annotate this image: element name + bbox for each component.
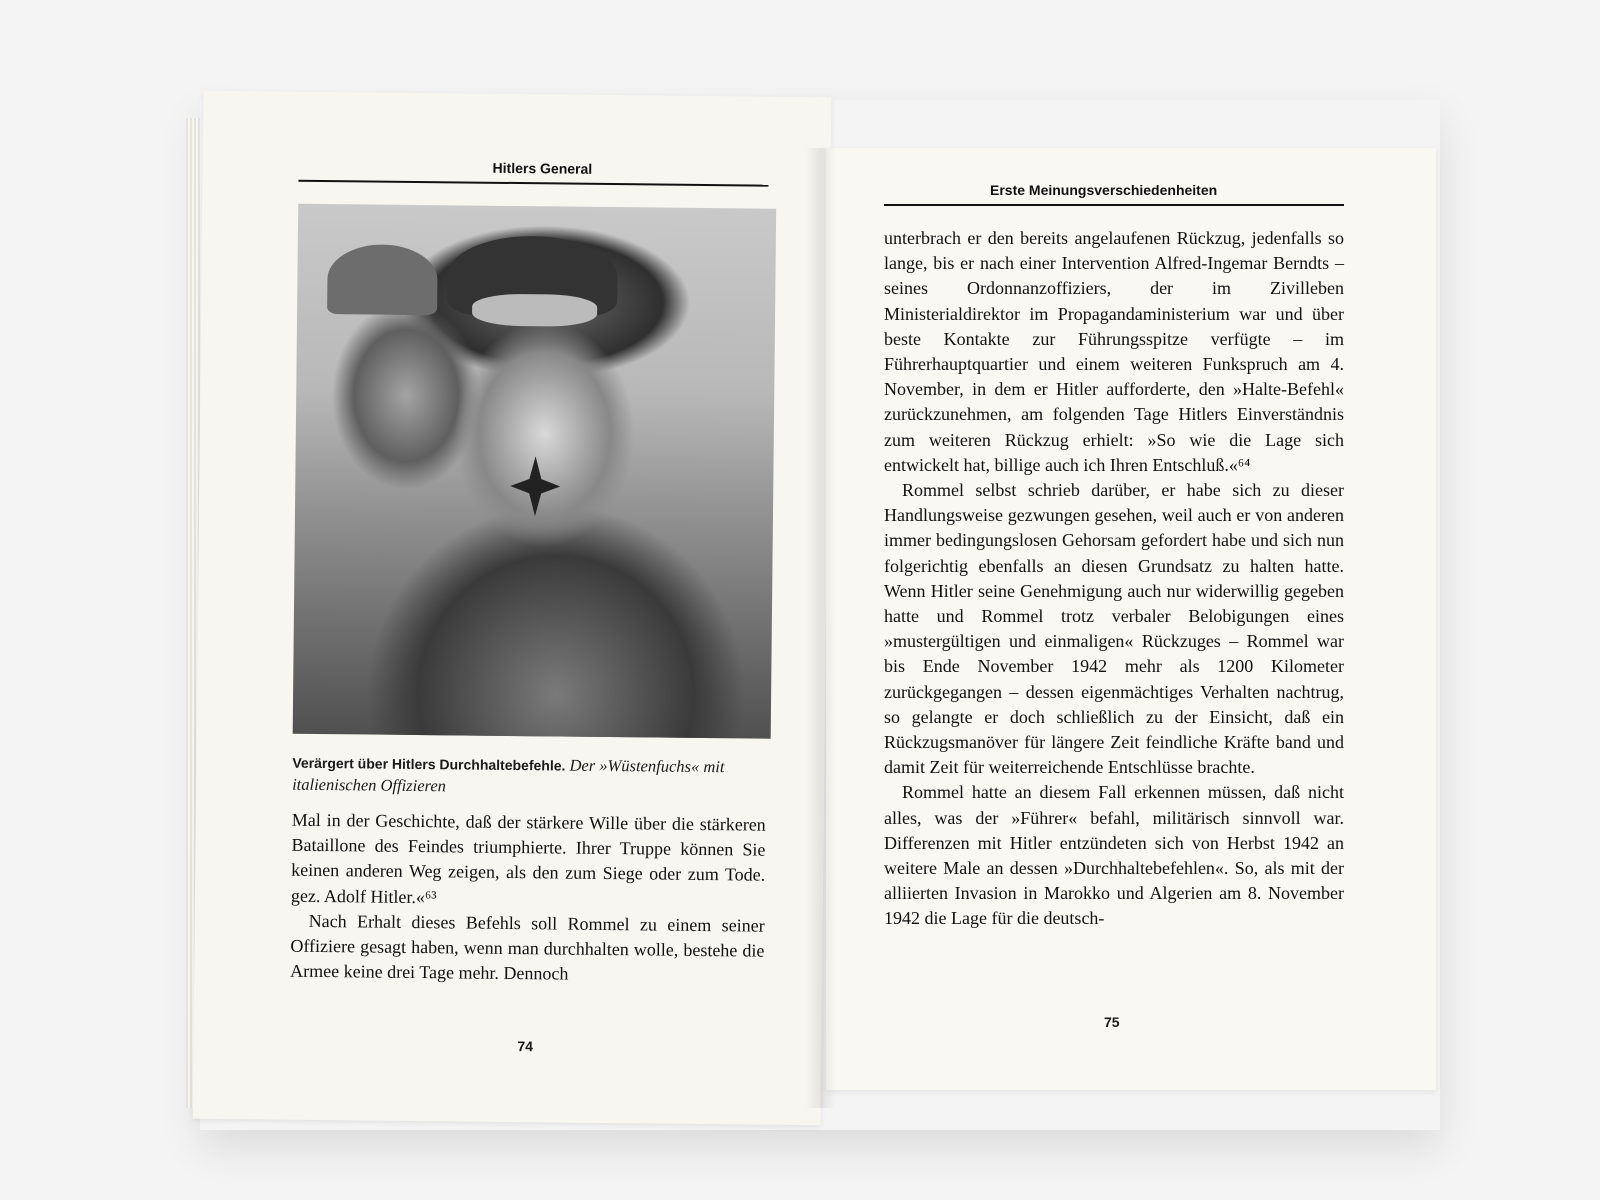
right-paragraph: unterbrach er den bereits angelaufenen Rückzug, jedenfalls so lange, bis er nach einer Intervention Alfred-Ingemar Berndts – seines Ordonnanzoffiziers, der im Zivilleben Ministerialdirektor im Propagandaministerium war und über beste Kontakte zur Führungsspitze verfügte – im Führerhauptquartier und einem weiteren Funkspruch am 4. November, in dem er Hitler aufforderte, den »Halte-Befehl« zurückzunehmen, am folgenden Tage Hitlers Einverständnis zum weiteren Rückzug erhielt: »So wie die Lage sich entwickelt hat, billige auch ich Ihren Entschluß.«⁶⁴ — [884, 228, 1344, 475]
right-page-number: 75 — [1104, 1014, 1120, 1030]
left-body-text — [290, 808, 766, 989]
right-running-head: Erste Meinungsverschiedenheiten — [990, 182, 1218, 198]
book-gutter — [806, 148, 836, 1108]
photo-caption — [292, 752, 782, 801]
left-paragraph: Mal in der Geschichte, daß der stärkere Wille über die stärkeren Bataillone des Feindes triumphierte. Ihrer Truppe können Sie keinen anderen Weg zeigen, als den zum Siege oder zum Tode. gez. Adolf Hitler.«⁶³ — [290, 809, 766, 907]
iron-cross-shape — [510, 456, 561, 517]
left-page-number: 74 — [517, 1038, 534, 1055]
right-header-rule — [884, 204, 1344, 206]
right-paragraph: Rommel selbst schrieb darüber, er habe sich zu dieser Handlungsweise gezwungen gesehen, weil auch er von anderen immer bedingungslosen Gehorsam gefordert habe und sich nun folgerichtig ebenfalls an diesen Grundsatz zu halten hatte. Wenn Hitler seine Genehmigung auch nur widerwillig gegeben hatte und Rommel trotz verbaler Belobigungen eines »mustergültigen und einmaligen« Rückzuges – Rommel war bis Ende November 1942 mehr als 1200 Kilometer zurückgegangen – dessen eigenmächtiges Verhalten nachtrug, so gelangte er doch schließlich zu der Einsicht, daß ein Rückzugsmanöver für längere Zeit feindliche Kräfte band und damit Zeit für weiterreichende Entschlüsse brachte. — [884, 480, 1344, 778]
left-running-head: Hitlers General — [492, 159, 593, 177]
left-paragraph: Nach Erhalt dieses Befehls soll Rommel zu einem seiner Offiziere gesagt haben, wenn man durchhalten wolle, bestehe die Armee keine drei Tage mehr. Dennoch — [290, 910, 765, 984]
caption-bold: Verärgert über Hitlers Durchhaltebefehle. — [292, 754, 566, 774]
photo-rommel — [293, 204, 777, 739]
right-page — [826, 148, 1436, 1090]
goggles-shape — [472, 294, 597, 327]
right-body-text — [884, 226, 1344, 932]
left-header-rule — [298, 180, 768, 187]
caption-italic: Der »Wüstenfuchs« mit italienischen Offizieren — [292, 755, 725, 796]
right-paragraph: Rommel hatte an diesem Fall erkennen müssen, daß nicht alles, was der »Führer« befahl, militärisch sinnvoll war. Differenzen mit Hitler entzündeten sich von Herbst 1942 an weitere Male an dessen »Durchhaltebefehlen«. So, als mit der alliierten Invasion in Marokko und Algerien am 8. November 1942 die Lage für die deutsch- — [884, 782, 1344, 929]
helmet-shape — [327, 244, 438, 315]
left-page — [193, 91, 832, 1126]
